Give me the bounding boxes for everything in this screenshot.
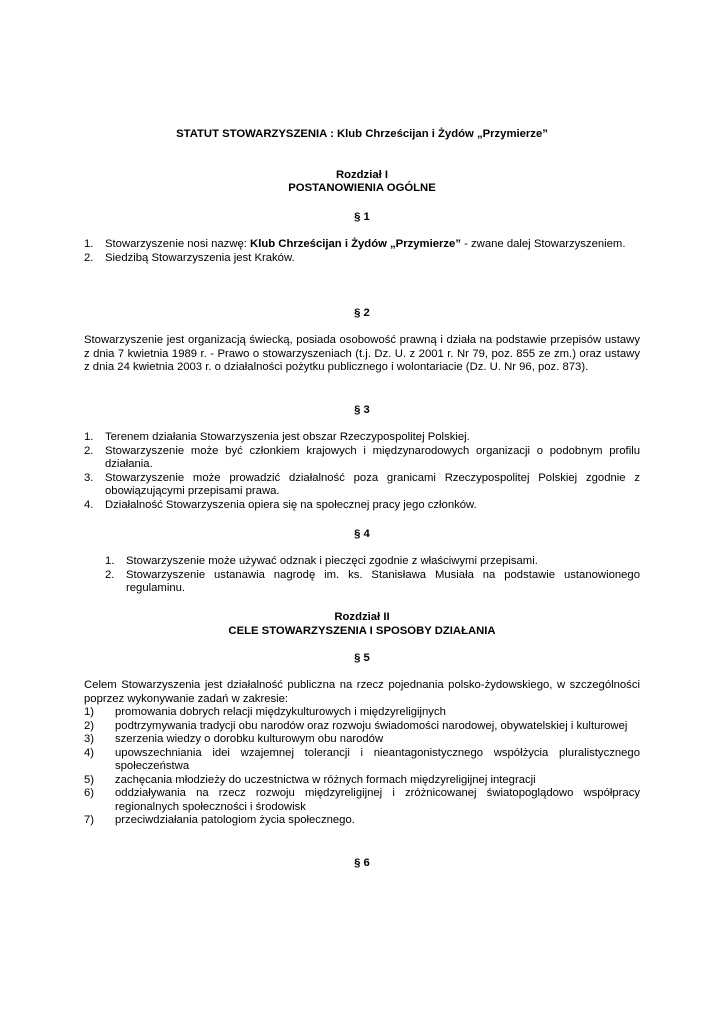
list-item (105, 569, 640, 596)
item-number: 3) (84, 733, 95, 745)
section-1-heading: § 1 (354, 211, 370, 223)
section-3-heading: § 3 (354, 404, 370, 416)
section-1-list (84, 238, 640, 265)
list-item (84, 720, 640, 734)
item-number: 3. (84, 471, 94, 484)
section-2-text: Stowarzyszenie jest organizacją świecką, posiada osobowość prawną i działa na podstawie przepisów ustawy z dnia 7 kwietnia 1989 r. - Prawo o stowarzyszeniach (t.j. Dz. U. z 2001 r. Nr 79, poz. 855 ze zm.) oraz ustawy z dnia 24 kwietnia 2003 r. o działalności pożytku publicznego i wolontariacie (Dz. U. Nr 96, poz. 873). (84, 334, 640, 373)
item-text: Stowarzyszenie ustanawia nagrodę im. ks. Stanisława Musiała na podstawie ustanowionego regulaminu. (126, 568, 640, 594)
list-item (84, 747, 640, 774)
chapter-2-label: Rozdział II (334, 611, 390, 623)
list-item (84, 499, 640, 513)
list-item (84, 472, 640, 499)
list-item (84, 814, 640, 828)
item-number: 1. (105, 555, 115, 567)
section-5-intro: Celem Stowarzyszenia jest działalność publiczna na rzecz pojednania polsko-żydowskiego, w szczególności poprzez wykonywanie zadań w zakresie: (84, 679, 640, 705)
item-text: szerzenia wiedzy o dorobku kulturowym obu narodów (115, 733, 384, 745)
item-number: 6) (84, 787, 95, 799)
list-item (84, 733, 640, 747)
list-item (84, 252, 640, 266)
section-5-list (84, 706, 640, 828)
item-number: 2) (84, 719, 95, 732)
item-number: 1) (84, 706, 95, 718)
document-title: STATUT STOWARZYSZENIA : Klub Chrześcijan i Żydów „Przymierze” (176, 128, 548, 140)
item-text: przeciwdziałania patologiom życia społecznego. (115, 814, 355, 826)
item-number: 1. (84, 238, 94, 250)
list-item (84, 431, 640, 445)
list-item (84, 787, 640, 814)
item-text: zachęcania młodzieży do uczestnictwa w różnych formach międzyreligijnej integracji (115, 773, 536, 786)
item-number: 4) (84, 746, 95, 759)
item-text: Stowarzyszenie może prowadzić działalność poza granicami Rzeczypospolitej Polskiej zgodnie z obowiązującymi przepisami prawa. (105, 471, 640, 497)
item-number: 2. (105, 568, 115, 581)
item-text-post: - zwane dalej Stowarzyszeniem. (460, 238, 626, 250)
section-6-heading: § 6 (354, 857, 370, 869)
item-text-pre: Stowarzyszenie nosi nazwę: (105, 238, 251, 250)
item-text: Terenem działania Stowarzyszenia jest obszar Rzeczypospolitej Polskiej. (105, 431, 470, 443)
item-text: podtrzymywania tradycji obu narodów oraz rozwoju świadomości narodowej, obywatelskiej i kulturowej (115, 719, 628, 732)
item-number: 2. (84, 251, 94, 264)
section-3-list (84, 431, 640, 512)
chapter-1-label: Rozdział I (335, 169, 389, 181)
item-text: Stowarzyszenie może używać odznak i pieczęci zgodnie z właściwymi przepisami. (126, 555, 538, 567)
association-name: Klub Chrześcijan i Żydów „Przymierze” (250, 238, 461, 250)
section-5-heading: § 5 (354, 652, 370, 664)
section-4-list (105, 555, 640, 596)
list-item (105, 555, 640, 569)
item-text: promowania dobrych relacji międzykulturowych i międzyreligijnych (115, 706, 446, 718)
item-number: 5) (84, 773, 95, 786)
item-number: 1. (84, 431, 94, 443)
section-4-heading: § 4 (354, 528, 370, 540)
item-text: oddziaływania na rzecz rozwoju międzyreligijnej i zróżnicowanej światopoglądowo współpracy regionalnych społeczności i środowisk (115, 787, 640, 813)
item-text: upowszechniania idei wzajemnej tolerancji i nieantagonistycznego współżycia pluralistycznego społeczeństwa (115, 746, 640, 772)
list-item (84, 238, 640, 252)
list-item (84, 706, 640, 720)
item-text: Stowarzyszenie może być członkiem krajowych i międzynarodowych organizacji o podobnym profilu działania. (105, 444, 640, 470)
list-item (84, 445, 640, 472)
chapter-2-name: CELE STOWARZYSZENIA I SPOSOBY DZIAŁANIA (228, 625, 496, 637)
item-number: 2. (84, 444, 94, 457)
item-number: 7) (84, 814, 95, 826)
item-text: Siedzibą Stowarzyszenia jest Kraków. (105, 251, 295, 264)
list-item (84, 774, 640, 788)
item-number: 4. (84, 498, 94, 511)
chapter-1-name: POSTANOWIENIA OGÓLNE (288, 182, 436, 194)
item-text: Działalność Stowarzyszenia opiera się na społecznej pracy jego członków. (105, 498, 477, 511)
section-2-heading: § 2 (354, 307, 370, 319)
